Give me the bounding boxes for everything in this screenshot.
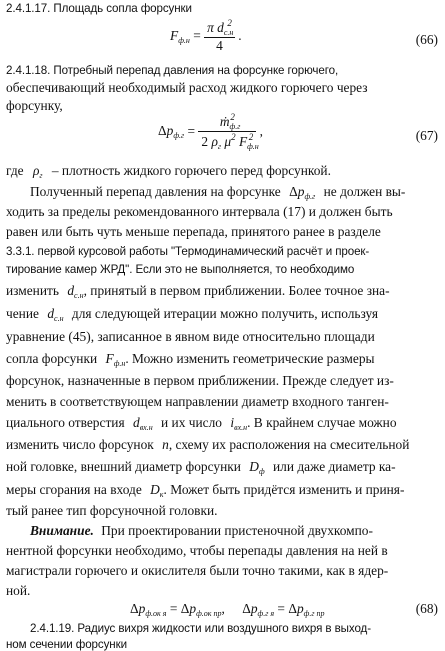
section-heading-19-line2: ном сечении форсунки — [6, 638, 127, 651]
rho-definition: где $\rho_г$ – плотность жидкого горючего перед форсункой. — [6, 163, 331, 180]
equation-68: $\Delta p_{ф.ок я} = \Delta p_{ф.ок пр}$, $\Delta p_{ф.г я} = \Delta p_{ф.г пр}$ — [130, 601, 325, 618]
para1-line15: меры сгорания на входе $D_к$. Может быть придётся изменить и приня- — [6, 482, 405, 499]
para1-line3: равен или быть чуть меньше перепада, принятого ранее в разделе — [6, 224, 381, 239]
para1-line8: уравнение (45), записанное в явном виде относительно площади — [6, 329, 375, 344]
para1-line9: сопла форсунки $F_{ф.н}$. Можно изменить геометрические размеры — [6, 351, 375, 368]
equation-number-68: (68) — [415, 601, 438, 616]
equation-67: $\Delta p_{ф.г}$ = $\frac{ṁ_{ф.г}^2}{2 \rho_г \mu^2 F_{ф.н}^2}$ , — [158, 112, 263, 151]
para2-line4: ной. — [6, 583, 31, 598]
section-heading-18-line1: 2.4.1.18. Потребный перепад давления на форсунке горючего, — [6, 64, 339, 77]
para1-line16: тый ранее тип форсуночной головки. — [6, 503, 218, 518]
section-heading-18-line3: форсунку, — [6, 98, 63, 113]
equation-number-66: (66) — [415, 32, 438, 47]
para1-line12: циального отверстия $d_{вх.н}$ и их число $i_{вх.н}$. В крайнем случае можно — [6, 415, 397, 432]
equation-number-67: (67) — [415, 128, 438, 143]
para1-line10: форсунок, назначенные в первом приближении. Прежде следует из- — [6, 373, 394, 388]
para2-line2: нентной форсунки необходимо, чтобы перепады давления на ней в — [6, 543, 388, 558]
para2-line1: Внимание. При проектировании пристеночной двухкомпо- — [30, 523, 373, 538]
para1-line2: ходить за пределы рекомендованного интервала (17) и должен быть — [6, 204, 393, 219]
para1-line6: изменить $d_{с.н}$, принятый в первом приближении. Более точное зна- — [6, 283, 390, 300]
para1-line4: 3.3.1. первой курсовой работы "Термодинамический расчёт и проек- — [6, 245, 370, 258]
section-heading-18-line2: обеспечивающий необходимый расход жидкого горючего через — [6, 80, 368, 95]
para1-line13: изменить число форсунок n, схему их расположения на смесительной — [6, 437, 410, 452]
equation-66: $F_{ф.н}$ = $\frac{\pi d_{с.н}^2}{4}$ . — [170, 18, 242, 53]
section-heading-19-line1: 2.4.1.19. Радиус вихря жидкости или воздушного вихря в выход- — [30, 622, 371, 635]
para1-line5: тирование камер ЖРД". Если это не выполняется, то необходимо — [6, 263, 355, 276]
para2-line3: магистрали горючего и окислителя были точно такими, как в ядер- — [6, 563, 389, 578]
section-heading-17: 2.4.1.17. Площадь сопла форсунки — [6, 2, 192, 15]
para1-line11: менить в соответствующем направлении диаметр входного танген- — [6, 394, 389, 409]
para1-line1: Полученный перепад давления на форсунке $\Delta p_{ф.г}$ не должен вы- — [30, 184, 406, 201]
para1-line7: чение $d_{с.н}$ для следующей итерации можно получить, используя — [6, 306, 379, 323]
attention-label: Внимание. — [30, 523, 94, 538]
para1-line14: ной головке, внешний диаметр форсунки $D_ф$ или даже диаметр ка- — [6, 459, 396, 476]
